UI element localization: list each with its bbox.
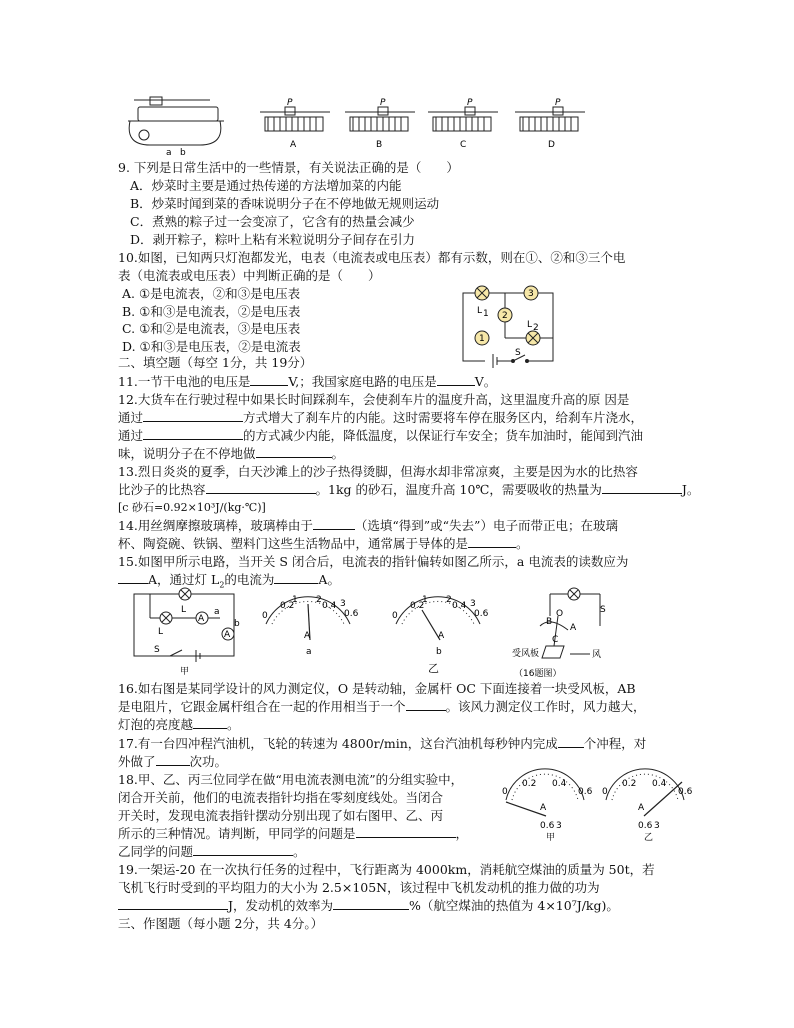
- q11-blank-1[interactable]: [250, 373, 288, 386]
- lamp-l2: [526, 331, 540, 345]
- svg-text:0.4: 0.4: [552, 779, 567, 789]
- q19-line-3: J，发动机的效率为 %（航空煤油的热值为 4×10⁷J/kg)。: [118, 897, 619, 914]
- q16-line-3: 灯泡的亮度越 。: [118, 717, 240, 732]
- q9-option-a: A．炒菜时主要是通过热传递的方法增加菜的内能: [130, 178, 402, 193]
- svg-text:b: b: [234, 619, 240, 629]
- q10-option-c: C. ①和②是电流表，③是电压表: [122, 321, 301, 336]
- svg-text:0.2: 0.2: [280, 601, 295, 611]
- svg-text:乙: 乙: [644, 833, 654, 843]
- q9-option-b: B．炒菜时闻到菜的香味说明分子在不停地做无规则运动: [130, 196, 440, 211]
- svg-text:0.6: 0.6: [540, 821, 555, 831]
- svg-text:0.2: 0.2: [522, 779, 537, 789]
- svg-text:0.6: 0.6: [578, 787, 593, 797]
- svg-text:A: A: [540, 803, 547, 813]
- option-label-D: D: [548, 140, 555, 150]
- q12-line-2: 通过 方式增大了刹车片的内能。这时需要将车停在服务区内，给刹车片浇水，: [118, 410, 644, 425]
- q9-stem: 9. 下列是日常生活中的一些情景，有关说法正确的是（ ）: [118, 160, 459, 175]
- q17-line-2: 外做了 次功。: [118, 754, 228, 769]
- q15-blank-2[interactable]: [274, 571, 318, 584]
- q13-blank-2[interactable]: [602, 481, 682, 494]
- q13-blank-1[interactable]: [206, 481, 316, 494]
- q18-blank-2[interactable]: [193, 843, 293, 856]
- svg-text:受风板: 受风板: [512, 649, 540, 659]
- svg-text:S: S: [600, 605, 606, 615]
- lamp-l1: [475, 286, 489, 300]
- slider-label-C: P: [467, 98, 473, 108]
- section-2-title: 二、填空题（每空 1分，共 19分）: [118, 355, 313, 370]
- label-b: b: [180, 148, 186, 158]
- svg-text:0.6: 0.6: [638, 821, 653, 831]
- q14-blank-1[interactable]: [313, 517, 355, 530]
- svg-text:A: A: [198, 614, 205, 624]
- svg-text:0.4: 0.4: [322, 601, 337, 611]
- slider-label-A: P: [287, 98, 293, 108]
- meter-3: [524, 286, 538, 300]
- fig-a-label: a: [306, 647, 312, 657]
- svg-text:甲: 甲: [546, 833, 556, 843]
- q17-blank-1[interactable]: [558, 735, 584, 748]
- q9-option-d: D．剥开粽子，粽叶上粘有米粒说明分子间存在引力: [130, 232, 416, 247]
- svg-text:3: 3: [470, 599, 476, 609]
- label-a: a: [166, 148, 172, 158]
- q10-stem-2: 表（电流表或电压表）中判断正确的是（ ）: [118, 268, 381, 283]
- svg-text:A: A: [438, 631, 445, 641]
- q16-line-1: 16.如右图是某同学设计的风力测定仪，O 是转动轴，金属杆 OC 下面连接着一块受风板，AB: [118, 681, 636, 696]
- q19-line-2: 飞机飞行时受到的平均阻力的大小为 2.5×105N，该过程中飞机发动机的推力做的功为: [118, 880, 600, 895]
- fig-yi-label: 乙: [428, 662, 439, 675]
- q10-circuit-figure: [455, 283, 565, 365]
- fig-jia-label: 甲: [180, 667, 190, 677]
- svg-text:a: a: [214, 607, 220, 617]
- fig-b-label: b: [436, 647, 442, 657]
- q12-line-3: 通过 的方式减少内能，降低温度，以保证行车安全；货车加油时，能闻到汽油: [118, 428, 644, 443]
- svg-text:1: 1: [479, 334, 485, 344]
- svg-text:B: B: [546, 617, 553, 627]
- q18-ammeter-yi: [600, 770, 693, 843]
- q15-line-2: A，通过灯 $L_2$的电流为 A。: [118, 571, 340, 594]
- option-label-C: C: [460, 140, 467, 150]
- q13-line-2: 比沙子的比热容 。1kg 的砂石，温度升高 10℃，需要吸收的热量为 J。: [118, 482, 700, 497]
- q10-option-a: A. ①是电流表，②和③是电压表: [122, 286, 301, 301]
- q11-blank-2[interactable]: [437, 373, 475, 386]
- svg-text:1: 1: [292, 595, 298, 605]
- svg-text:L: L: [158, 627, 164, 637]
- q19-blank-2[interactable]: [333, 897, 409, 910]
- svg-text:0.4: 0.4: [452, 601, 467, 611]
- q14-blank-2[interactable]: [468, 535, 516, 548]
- q18-line-5: 乙同学的问题 。: [118, 844, 306, 859]
- q15-ammeter-a: [258, 590, 359, 657]
- q11: 11.一节干电池的电压是 V,；我国家庭电路的电压是 V。: [118, 374, 497, 389]
- svg-text:O: O: [556, 609, 564, 619]
- svg-text:3: 3: [340, 599, 346, 609]
- q9-option-c: C．煮熟的粽子过一会变凉了，它含有的热量会减少: [130, 214, 415, 229]
- svg-text:0: 0: [392, 611, 398, 621]
- svg-text:1: 1: [483, 309, 489, 319]
- top-figure: [120, 95, 600, 157]
- rheostat-B: [345, 107, 415, 131]
- svg-text:0.2: 0.2: [410, 601, 425, 611]
- svg-text:1: 1: [422, 595, 428, 605]
- svg-text:0.6: 0.6: [678, 787, 693, 797]
- meter-1: [475, 331, 489, 345]
- rheostat-circuit: [128, 97, 224, 145]
- svg-text:3: 3: [528, 289, 534, 299]
- q13-line-1: 13.烈日炎炎的夏季，白天沙滩上的沙子热得烫脚，但海水却非常凉爽，主要是因为水的比热容: [118, 464, 638, 479]
- option-label-A: A: [290, 140, 297, 150]
- slider-label-B: P: [380, 98, 386, 108]
- svg-text:0: 0: [262, 611, 268, 621]
- svg-text:A: A: [570, 623, 577, 633]
- svg-text:3: 3: [654, 821, 660, 831]
- meter-2: [498, 308, 512, 322]
- q19-line-1: 19.一架运-20 在一次执行任务的过程中，飞行距离为 4000km，消耗航空煤油的质量为 50t，若: [118, 862, 655, 877]
- l1-label: L: [477, 306, 483, 316]
- svg-text:0: 0: [602, 787, 608, 797]
- q17-blank-2[interactable]: [156, 753, 190, 766]
- svg-text:0.2: 0.2: [622, 779, 637, 789]
- q12-line-1: 12.大货车在行驶过程中如果长时间踩刹车，会使刹车片的温度升高，这里温度升高的原 因是: [118, 392, 630, 407]
- q12-line-4: 味，说明分子在不停地做 。: [118, 446, 345, 461]
- fig-16-caption: （16题图）: [514, 669, 562, 679]
- q14-line-2: 杯、陶瓷碗、铁锅、塑料门这些生活物品中，通常属于导体的是 。: [118, 536, 529, 551]
- l2-label: L: [527, 320, 533, 330]
- svg-text:0.4: 0.4: [652, 779, 667, 789]
- q10-stem-1: 10.如图，已知两只灯泡都发光，电表（电流表或电压表）都有示数，则在①、②和③三个电: [118, 250, 626, 265]
- q18-line-1: 18.甲、乙、丙三位同学在做“用电流表测电流”的分组实验中，: [118, 772, 464, 787]
- q16-wind-gauge-figure: [510, 586, 610, 682]
- svg-text:0: 0: [502, 787, 508, 797]
- q15-line-1: 15.如图甲所示电路，当开关 S 闭合后，电流表的指针偏转如图乙所示，a 电流表的读数应为: [118, 554, 629, 569]
- option-label-B: B: [376, 140, 383, 150]
- svg-text:C: C: [552, 635, 559, 645]
- q18-line-4: 所示的三种情况。请判断，甲同学的问题是 ，: [118, 826, 469, 841]
- svg-text:风: 风: [592, 650, 602, 660]
- q10-option-b: B. ①和③是电流表，②是电压表: [122, 304, 301, 319]
- section-3-title: 三、作图题（每小题 2分，共 4分。）: [118, 916, 324, 931]
- q16-line-2: 是电阻片，它跟金属杆组合在一起的作用相当于一个 。该风力测定仪工作时，风力越大，: [118, 699, 646, 714]
- q18-blank-1[interactable]: [356, 825, 456, 838]
- q15-blank-1[interactable]: [118, 571, 148, 584]
- svg-text:2: 2: [316, 595, 322, 605]
- q18-line-2: 闭合开关前，他们的电流表指针均指在零刻度线处。当闭合: [118, 790, 444, 805]
- q13-line-3: [c 砂石=0.92×10³J/(kg·℃)]: [118, 501, 266, 514]
- svg-text:0.6: 0.6: [474, 609, 489, 619]
- svg-text:0.6: 0.6: [344, 609, 359, 619]
- switch-label: S: [515, 348, 521, 358]
- q18-ammeter-jia: [500, 770, 593, 843]
- svg-text:3: 3: [556, 821, 562, 831]
- q14-line-1: 14.用丝绸摩擦玻璃棒，玻璃棒由于 （选填“得到”或“失去”）电子而带正电；在玻璃: [118, 518, 618, 533]
- q15-circuit-jia: [130, 588, 240, 678]
- rheostat-D: [515, 107, 585, 131]
- rheostat-A: [260, 107, 330, 131]
- q15-ammeter-b: [388, 590, 489, 657]
- q18-line-3: 开关时，发现电流表指针摆动分别出现了如右图甲、乙、丙: [118, 808, 444, 823]
- q19-blank-1[interactable]: [118, 897, 228, 910]
- svg-text:L: L: [181, 605, 187, 615]
- svg-text:A: A: [304, 631, 311, 641]
- q16-blank-2[interactable]: [193, 716, 227, 729]
- svg-text:S: S: [154, 645, 160, 655]
- q12-blank-2[interactable]: [143, 427, 243, 440]
- svg-text:2: 2: [533, 323, 539, 333]
- q16-blank-1[interactable]: [406, 698, 446, 711]
- svg-text:2: 2: [446, 595, 452, 605]
- rheostat-C: [428, 107, 498, 131]
- svg-text:A: A: [638, 803, 645, 813]
- q17-line-1: 17.有一台四冲程汽油机，飞轮的转速为 4800r/min，这台汽油机每秒钟内完成 个冲程，对: [118, 736, 647, 751]
- svg-text:2: 2: [502, 311, 508, 321]
- q10-option-d: D. ①和③是电压表，②是电流表: [122, 339, 301, 354]
- slider-label-D: P: [555, 98, 561, 108]
- q12-blank-1[interactable]: [143, 409, 243, 422]
- q12-blank-3[interactable]: [256, 445, 332, 458]
- svg-text:A: A: [224, 630, 231, 640]
